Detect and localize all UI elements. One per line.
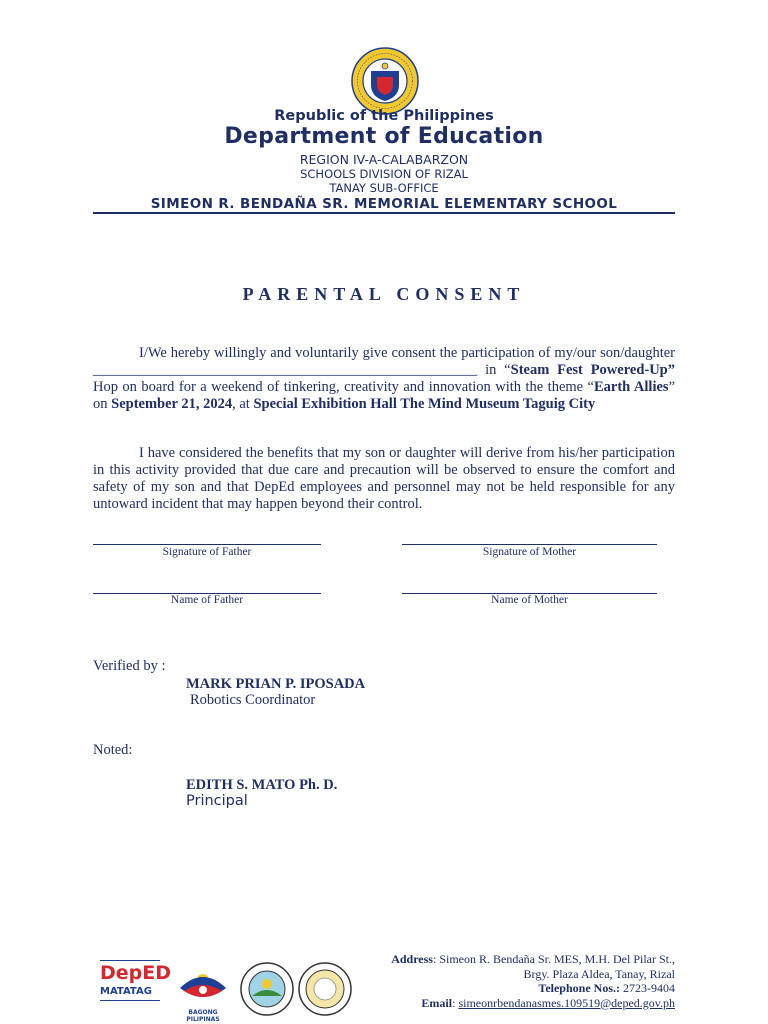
email-link[interactable]: simeonrbendanasmes.109519@deped.gov.ph: [458, 995, 675, 1010]
principal-role: Principal: [186, 793, 248, 809]
noted-label: Noted:: [93, 742, 133, 758]
department-heading: Department of Education: [224, 124, 544, 149]
verifier-name: MARK PRIAN P. IPOSADA: [186, 676, 366, 692]
mother-name-label: Name of Mother: [491, 594, 568, 606]
email-line: Email: simeonrbendanasmes.109519@deped.gov.ph: [421, 995, 675, 1010]
region-heading: REGION IV-A-CALABARZON: [299, 152, 469, 167]
verifier-role: Robotics Coordinator: [190, 692, 316, 708]
matatag-wordmark: MATATAG: [100, 986, 152, 997]
school-seal-logo: [298, 962, 352, 1021]
address-line-1: Address: Simeon R. Bendaña Sr. MES, M.H. Del Pilar St.,: [391, 952, 675, 966]
footer-contact: [391, 952, 675, 1010]
division-heading: SCHOOLS DIVISION OF RIZAL: [300, 167, 468, 181]
republic-heading: Republic of the Philippines: [274, 108, 494, 124]
principal-name: EDITH S. MATO Ph. D.: [186, 777, 338, 793]
father-signature-line[interactable]: [93, 544, 321, 545]
deped-wordmark: DepED: [100, 962, 172, 984]
header-divider: [93, 212, 675, 214]
bagong-pilipinas-logo: [172, 960, 234, 1023]
verified-label: Verified by :: [93, 658, 166, 674]
mother-signature-label: Signature of Mother: [482, 546, 577, 558]
deped-matatag-logo: [100, 960, 172, 1018]
benefits-paragraph: I have considered the benefits that my son or daughter will derive from his/her participation in this activity provided that due care and precaution will be observed to ensure the comfort and safety of my son and that DepEd employees and personnel may not be held responsible for any untoward incident that may happen beyond their control.: [93, 445, 675, 512]
father-name-label: Name of Father: [170, 594, 244, 606]
telephone-line: Telephone Nos.: 2723-9404: [538, 981, 675, 995]
consent-paragraph: I/We hereby willingly and voluntarily give consent the participation of my/our son/daughter _____________________________________________________ in “Steam Fest Powered-Up” Hop on board for a weekend of tinkering, creativity and innovation with the theme “Earth Allies” on September 21, 2024, at Special Exhibition Hall The Mind Museum Taguig City: [93, 345, 675, 412]
father-signature-label: Signature of Father: [162, 546, 252, 558]
document-title: PARENTAL CONSENT: [242, 284, 526, 304]
address-line-2: Brgy. Plaza Aldea, Tanay, Rizal: [523, 966, 675, 981]
school-heading: SIMEON R. BENDAÑA SR. MEMORIAL ELEMENTARY SCHOOL: [150, 196, 618, 212]
bagong-pilipinas-wordmark: BAGONG PILIPINAS: [186, 1009, 220, 1023]
deped-seal-logo: [351, 47, 419, 115]
division-seal-logo: [240, 962, 294, 1021]
sub-office-heading: TANAY SUB-OFFICE: [329, 181, 439, 195]
mother-signature-line[interactable]: [402, 544, 657, 545]
